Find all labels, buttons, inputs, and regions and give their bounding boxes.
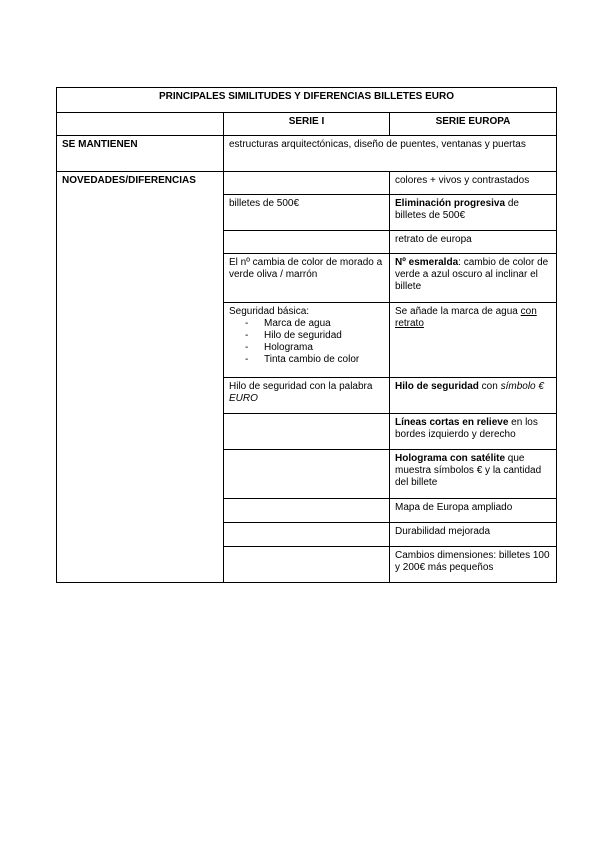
bold-text: Líneas cortas en relieve <box>395 417 509 428</box>
text: Hilo de seguridad con la palabra <box>229 381 373 392</box>
bold-text: Holograma con satélite <box>395 453 506 464</box>
header-empty <box>57 113 224 136</box>
serie1-seguridad-basica <box>224 303 390 378</box>
serie1-numero-color: El nº cambia de color de morado a verde oliva / marrón <box>224 254 390 303</box>
table-title: PRINCIPALES SIMILITUDES Y DIFERENCIAS BILLETES EURO <box>57 88 557 113</box>
europa-colores: colores + vivos y contrastados <box>390 172 557 195</box>
underlined-text: con retrato <box>395 306 537 329</box>
italic-text: símbolo € <box>500 381 544 392</box>
seguridad-intro: Seguridad básica: <box>229 306 310 317</box>
header-serie-i: SERIE I <box>224 113 390 136</box>
cell-empty <box>224 547 390 583</box>
row-se-mantienen <box>57 136 557 172</box>
europa-retrato: retrato de europa <box>390 231 557 254</box>
title-row <box>57 88 557 113</box>
bold-text: Nº esmeralda <box>395 257 459 268</box>
table-row <box>57 172 557 195</box>
bold-text: Eliminación progresiva <box>395 198 506 209</box>
cell-empty <box>224 523 390 547</box>
europa-lineas-relieve <box>390 414 557 450</box>
europa-durabilidad: Durabilidad mejorada <box>390 523 557 547</box>
list-item: - Tinta cambio de color <box>245 354 384 366</box>
europa-hilo <box>390 378 557 414</box>
list-item: - Marca de agua <box>245 318 384 330</box>
bold-text: Hilo de seguridad <box>395 381 479 392</box>
list-item: - Holograma <box>245 342 384 354</box>
text: con <box>478 381 501 392</box>
europa-esmeralda <box>390 254 557 303</box>
cell-empty <box>224 499 390 523</box>
europa-holograma <box>390 450 557 499</box>
italic-text: EURO <box>229 393 258 404</box>
header-row <box>57 113 557 136</box>
text: : cambio de color de verde a azul oscuro al inclinar el billete <box>395 257 549 292</box>
serie1-hilo <box>224 378 390 414</box>
header-serie-europa: SERIE EUROPA <box>390 113 557 136</box>
europa-mapa: Mapa de Europa ampliado <box>390 499 557 523</box>
cell-empty <box>224 450 390 499</box>
cell-empty <box>224 231 390 254</box>
comparison-table <box>56 87 557 583</box>
list-item: - Hilo de seguridad <box>245 330 384 342</box>
se-mantienen-text: estructuras arquitectónicas, diseño de puentes, ventanas y puertas <box>224 136 557 172</box>
cell-empty <box>224 172 390 195</box>
europa-dimensiones: Cambios dimensiones: billetes 100 y 200€ más pequeños <box>390 547 557 583</box>
text: que muestra símbolos € y la cantidad del billete <box>395 453 542 488</box>
seguridad-list <box>229 318 384 366</box>
cell-empty <box>224 414 390 450</box>
text: Se añade la marca de agua <box>395 306 521 317</box>
label-se-mantienen: SE MANTIENEN <box>57 136 224 172</box>
serie1-billetes-500: billetes de 500€ <box>224 195 390 231</box>
europa-marca-agua <box>390 303 557 378</box>
europa-eliminacion <box>390 195 557 231</box>
text: en los bordes izquierdo y derecho <box>395 417 538 440</box>
label-novedades: NOVEDADES/DIFERENCIAS <box>57 172 224 583</box>
text: de billetes de 500€ <box>395 198 519 221</box>
